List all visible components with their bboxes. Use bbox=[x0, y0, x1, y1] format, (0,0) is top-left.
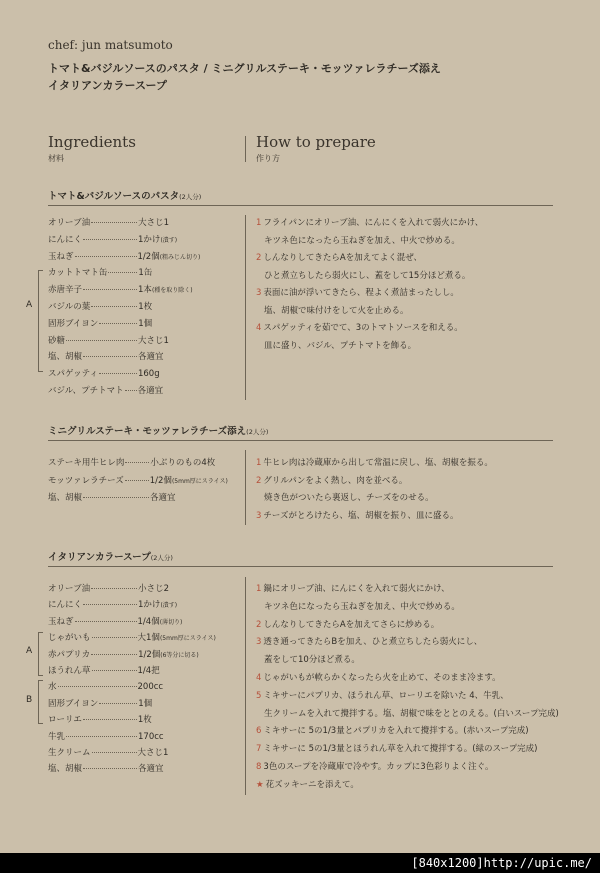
step-line bbox=[256, 724, 529, 736]
ingredient-note: (5mm厚にスライス) bbox=[159, 635, 216, 643]
leader-dots bbox=[83, 356, 137, 357]
ingredient-amount: 大1個 bbox=[137, 633, 160, 644]
ingredient-amount: 1/2個 bbox=[149, 475, 172, 486]
step-text: 鍋にオリーブ油、にんにくを入れて弱火にかけ、 bbox=[263, 584, 450, 594]
step-text: 表面に油が浮いてきたら、程よく煮詰まったしし。 bbox=[263, 288, 459, 298]
ingredient-note: (粗みじん切り) bbox=[159, 253, 201, 261]
step-number: 1 bbox=[256, 458, 262, 468]
step-number: 5 bbox=[256, 690, 262, 701]
ingredient-name: 玉ねぎ bbox=[48, 616, 74, 627]
leader-dots bbox=[91, 306, 137, 307]
ingredients-heading: Ingredients bbox=[48, 133, 136, 151]
ingredient-amount: 1/4把 bbox=[137, 666, 160, 676]
step-text: しんなりしてきたらAを加えてさらに炒める。 bbox=[263, 619, 440, 630]
step-text: ミキサーに 5の1/3量とパプリカを入れて攪拌する。(赤いスープ完成) bbox=[263, 726, 529, 737]
leader-dots bbox=[66, 340, 137, 341]
ingredient-note: (薄切り) bbox=[159, 618, 183, 626]
ingredient-name: 固形ブイヨン bbox=[48, 698, 99, 709]
ingredient-note: (6等分に切る) bbox=[160, 651, 199, 659]
ingredient-row bbox=[48, 266, 152, 278]
leader-dots bbox=[75, 621, 137, 622]
ingredient-row bbox=[48, 456, 215, 468]
step-text: ミキサーに 5の1/3量とほうれん草を入れて攪拌する。(緑のスープ完成) bbox=[263, 744, 538, 755]
step-number: 8 bbox=[256, 762, 262, 772]
step-line bbox=[256, 456, 493, 468]
step-line bbox=[256, 251, 422, 263]
step-line bbox=[264, 653, 360, 665]
step-text: じゃがいもが軟らかくなったら火を止めて、そのまま冷ます。 bbox=[263, 673, 501, 683]
ingredient-amount: 大さじ1 bbox=[138, 335, 169, 346]
ingredient-note: (潰す) bbox=[160, 236, 178, 244]
heading-divider bbox=[245, 136, 246, 162]
step-text: ひと煮立ちしたら弱火にし、蓋をして15分ほど煮る。 bbox=[264, 270, 471, 281]
ingredient-name: 砂糖 bbox=[48, 335, 66, 346]
leader-dots bbox=[75, 256, 137, 257]
ingredient-amount: 大さじ1 bbox=[137, 748, 169, 758]
step-text: 塩、胡椒で味付けをして火を止める。 bbox=[264, 305, 409, 316]
step-line bbox=[256, 321, 463, 333]
step-line bbox=[256, 689, 509, 701]
ingredient-amount: 1かけ bbox=[138, 600, 161, 611]
step-text: フライパンにオリーブ油、にんにくを入れて弱火にかけ、 bbox=[263, 218, 484, 228]
group-b-label: B bbox=[26, 695, 33, 705]
ingredient-name: オリーブ油 bbox=[48, 584, 91, 594]
leader-dots bbox=[91, 588, 137, 589]
step-text: チーズがとろけたら、塩、胡椒を振り、皿に盛る。 bbox=[263, 510, 459, 521]
ingredients-subheading: 材料 bbox=[48, 154, 64, 163]
ingredient-amount: 160g bbox=[137, 369, 160, 380]
section-title-soup: イタリアンカラースープ(2人分) bbox=[48, 552, 173, 563]
step-text: 焼き色がついたら裏返し、チーズをのせる。 bbox=[264, 493, 434, 503]
ingredient-amount: 1個 bbox=[138, 318, 153, 329]
leader-dots bbox=[99, 373, 137, 374]
column-divider bbox=[245, 215, 246, 400]
leader-dots bbox=[83, 239, 137, 240]
ingredient-row bbox=[48, 598, 177, 610]
ingredient-name: にんにく bbox=[48, 600, 83, 611]
ingredient-row bbox=[48, 384, 163, 396]
ingredient-row bbox=[48, 615, 182, 627]
step-number: 7 bbox=[256, 744, 262, 755]
ingredient-row bbox=[48, 233, 177, 245]
leader-dots bbox=[91, 222, 137, 223]
chef-name: chef: jun matsumoto bbox=[48, 38, 173, 52]
step-line bbox=[256, 509, 459, 521]
ingredient-note: (潰す) bbox=[160, 602, 178, 610]
section-rule bbox=[48, 205, 553, 206]
step-text: 皿に盛り、バジル、プチトマトを飾る。 bbox=[264, 340, 417, 351]
step-line bbox=[256, 778, 359, 790]
step-text: 透き通ってきたらBを加え、ひと煮立ちしたら弱火にし、 bbox=[263, 637, 483, 648]
leader-dots bbox=[92, 752, 137, 753]
ingredient-name: ローリエ bbox=[48, 715, 82, 726]
ingredient-name: じゃがいも bbox=[48, 633, 91, 644]
ingredient-amount: 200cc bbox=[137, 682, 164, 693]
leader-dots bbox=[83, 719, 137, 720]
step-number: 2 bbox=[256, 475, 262, 486]
group-a-label: A bbox=[26, 646, 33, 656]
ingredient-row bbox=[48, 334, 169, 346]
ingredient-name: 赤パプリカ bbox=[48, 649, 91, 660]
ingredient-name: モッツァレラチーズ bbox=[48, 475, 124, 486]
ingredient-name: 玉ねぎ bbox=[48, 251, 74, 262]
step-text: 3色のスープを冷蔵庫で冷やす。カップに3色彩りよく注ぐ。 bbox=[263, 762, 494, 772]
ingredient-name: バジル、プチトマト bbox=[48, 386, 124, 396]
section-rule bbox=[48, 440, 553, 441]
ingredient-amount: 大さじ1 bbox=[138, 218, 169, 228]
column-divider bbox=[245, 450, 246, 525]
ingredient-row bbox=[48, 582, 169, 594]
prepare-heading: How to prepare bbox=[256, 133, 376, 151]
ingredient-row bbox=[48, 648, 199, 660]
step-number: 3 bbox=[256, 510, 262, 521]
step-number: 2 bbox=[256, 619, 262, 630]
step-line bbox=[264, 304, 409, 316]
section-title-steak: ミニグリルステーキ・モッツァレラチーズ添え(2人分) bbox=[48, 426, 269, 437]
ingredient-name: カットトマト缶 bbox=[48, 268, 108, 279]
ingredient-name: ほうれん草 bbox=[48, 666, 91, 676]
group-a-label: A bbox=[26, 300, 33, 310]
step-text: グリルパンをよく熱し、肉を並べる。 bbox=[263, 475, 408, 486]
step-number: 1 bbox=[256, 584, 262, 594]
ingredient-name: 塩、胡椒 bbox=[48, 352, 83, 363]
ingredient-amount: 1枚 bbox=[137, 715, 152, 726]
step-line bbox=[256, 286, 459, 298]
step-line bbox=[264, 339, 416, 351]
step-line bbox=[256, 760, 493, 772]
step-line bbox=[264, 491, 434, 503]
step-number: 6 bbox=[256, 726, 262, 737]
ingredient-amount: 1/4個 bbox=[137, 616, 160, 627]
ingredient-row bbox=[48, 216, 169, 228]
group-a-bracket bbox=[38, 270, 43, 372]
step-text: しんなりしてきたらAを加えてよく混ぜ、 bbox=[263, 253, 422, 263]
step-line bbox=[264, 269, 470, 281]
ingredient-name: 塩、胡椒 bbox=[48, 764, 83, 775]
ingredient-row bbox=[48, 350, 164, 362]
ingredient-row bbox=[48, 300, 152, 312]
recipe-title-line-2: イタリアンカラースープ bbox=[48, 79, 167, 92]
step-text: 花ズッキーニを添えて。 bbox=[265, 779, 359, 790]
ingredient-row bbox=[48, 631, 216, 643]
ingredient-amount: 170cc bbox=[138, 731, 164, 742]
ingredient-row bbox=[48, 474, 228, 486]
footer-watermark: [840x1200]http://upic.me/ bbox=[411, 856, 592, 870]
ingredient-row bbox=[48, 680, 163, 692]
ingredient-amount: 小ぶりのもの4枚 bbox=[150, 458, 216, 468]
ingredient-row bbox=[48, 367, 160, 379]
ingredient-row bbox=[48, 730, 164, 742]
ingredient-row bbox=[48, 713, 152, 725]
ingredient-amount: 1かけ bbox=[138, 234, 161, 245]
ingredient-amount: 1本 bbox=[138, 285, 152, 296]
ingredient-amount: 1個 bbox=[138, 698, 153, 709]
ingredient-name: 固形ブイヨン bbox=[48, 318, 99, 329]
ingredient-note: (種を取り除く) bbox=[151, 287, 193, 295]
leader-dots bbox=[92, 670, 137, 671]
ingredient-amount: 各適宜 bbox=[138, 352, 164, 363]
ingredient-name: 牛乳 bbox=[48, 731, 66, 742]
step-line bbox=[256, 618, 439, 630]
ingredient-row bbox=[48, 283, 193, 295]
step-line bbox=[264, 707, 559, 719]
ingredient-amount: 1/2個 bbox=[138, 649, 161, 660]
ingredient-row bbox=[48, 491, 176, 503]
ingredient-row bbox=[48, 317, 152, 329]
step-text: 牛ヒレ肉は冷蔵庫から出して常温に戻し、塩、胡椒を振る。 bbox=[263, 458, 493, 468]
ingredient-name: ステーキ用牛ヒレ肉 bbox=[48, 458, 125, 468]
leader-dots bbox=[83, 289, 137, 290]
ingredient-name: 塩、胡椒 bbox=[48, 493, 83, 503]
ingredient-amount: 各適宜 bbox=[137, 386, 164, 396]
ingredient-name: 生クリーム bbox=[48, 748, 91, 758]
step-number: 1 bbox=[256, 218, 262, 228]
leader-dots bbox=[125, 390, 137, 391]
step-text: キツネ色になったら玉ねぎを加え、中火で炒める。 bbox=[264, 601, 460, 612]
ingredient-amount: 小さじ2 bbox=[138, 584, 169, 594]
group-b-bracket bbox=[38, 680, 43, 724]
step-number: ★ bbox=[256, 779, 264, 790]
ingredient-name: にんにく bbox=[48, 234, 83, 245]
step-text: キツネ色になったら玉ねぎを加え、中火で炒める。 bbox=[264, 235, 460, 246]
ingredient-amount: 各適宜 bbox=[138, 764, 164, 775]
ingredient-row bbox=[48, 250, 200, 262]
step-line bbox=[264, 234, 460, 246]
column-divider bbox=[245, 577, 246, 795]
step-number: 4 bbox=[256, 323, 262, 333]
ingredient-row bbox=[48, 746, 168, 758]
leader-dots bbox=[99, 323, 137, 324]
section-rule bbox=[48, 566, 553, 567]
step-line bbox=[256, 474, 407, 486]
step-line bbox=[256, 635, 482, 647]
step-number: 4 bbox=[256, 673, 262, 683]
step-line bbox=[264, 600, 460, 612]
step-text: ミキサーにパプリカ、ほうれん草、ローリエを除いた 4、牛乳、 bbox=[263, 690, 509, 701]
leader-dots bbox=[99, 703, 137, 704]
step-number: 3 bbox=[256, 288, 262, 298]
leader-dots bbox=[58, 686, 137, 687]
step-number: 2 bbox=[256, 253, 262, 263]
leader-dots bbox=[108, 272, 137, 273]
ingredient-amount: 1缶 bbox=[138, 268, 153, 279]
recipe-title-line-1: トマト&バジルソースのパスタ / ミニグリルステーキ・モッツァレラチーズ添え bbox=[48, 62, 441, 75]
ingredient-name: 水 bbox=[48, 682, 57, 693]
step-number: 3 bbox=[256, 637, 262, 648]
leader-dots bbox=[83, 497, 149, 498]
footer-bar bbox=[0, 853, 600, 873]
prepare-subheading: 作り方 bbox=[256, 154, 280, 163]
leader-dots bbox=[83, 768, 137, 769]
ingredient-name: スパゲッティ bbox=[48, 369, 98, 380]
ingredient-amount: 1/2個 bbox=[137, 251, 160, 262]
leader-dots bbox=[83, 604, 137, 605]
leader-dots bbox=[66, 736, 137, 737]
ingredient-name: 赤唐辛子 bbox=[48, 285, 83, 296]
step-text: 生クリームを入れて攪拌する。塩、胡椒で味をととのえる。(白いスープ完成) bbox=[264, 708, 559, 719]
ingredient-name: バジルの葉 bbox=[48, 302, 91, 312]
leader-dots bbox=[125, 480, 149, 481]
step-text: スパゲッティを茹でて、3のトマトソースを和える。 bbox=[263, 323, 463, 333]
ingredient-row bbox=[48, 697, 152, 709]
ingredient-name: オリーブ油 bbox=[48, 218, 91, 228]
group-a-bracket bbox=[38, 632, 43, 676]
step-line bbox=[256, 582, 450, 594]
ingredient-row bbox=[48, 664, 160, 676]
step-line bbox=[256, 216, 483, 228]
ingredient-amount: 1枚 bbox=[138, 302, 153, 312]
ingredient-amount: 各適宜 bbox=[150, 493, 176, 503]
ingredient-row bbox=[48, 762, 164, 774]
leader-dots bbox=[91, 654, 137, 655]
step-line bbox=[256, 671, 501, 683]
leader-dots bbox=[125, 462, 149, 463]
step-text: 蓋をして10分ほど煮る。 bbox=[264, 655, 360, 666]
ingredient-note: (5mm厚にスライス) bbox=[171, 477, 228, 485]
section-title-pasta: トマト&バジルソースのパスタ(2人分) bbox=[48, 191, 202, 202]
step-line bbox=[256, 742, 538, 754]
leader-dots bbox=[92, 637, 137, 638]
